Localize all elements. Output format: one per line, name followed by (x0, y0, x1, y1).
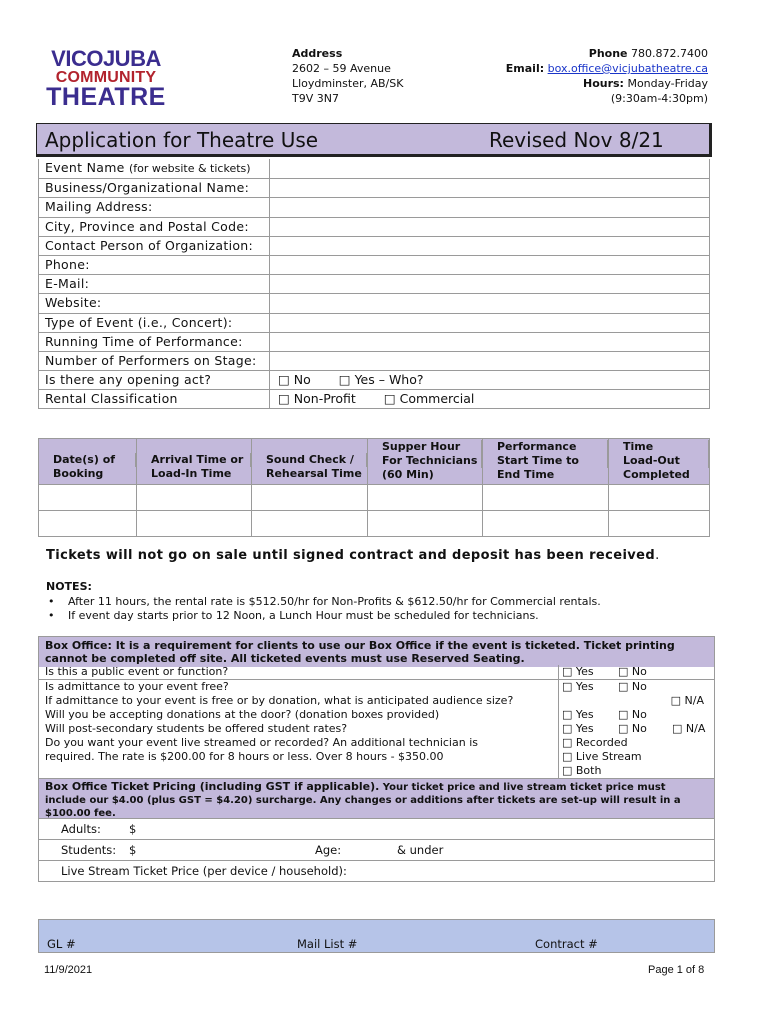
adults-row (39, 818, 714, 839)
box-office-header (39, 637, 714, 667)
email-field[interactable] (270, 275, 709, 293)
address-line-2: Lloydminster, AB/SK (292, 77, 404, 90)
notes-list (46, 595, 601, 624)
notes-heading: NOTES: (46, 580, 92, 593)
hours-time: (9:30am-4:30pm) (610, 92, 708, 105)
livestream-label: Live Stream Ticket Price (per device / household): (61, 864, 347, 878)
phone-label: Phone (588, 47, 628, 60)
col-supper-line3: (60 Min) (382, 468, 434, 481)
business-field[interactable] (270, 179, 709, 197)
pricing-text-1: Your ticket price and live stream ticket price must (379, 782, 666, 793)
form-row-contact (39, 236, 709, 255)
address-line-1: 2602 – 59 Avenue (292, 62, 391, 75)
donations-no-checkbox[interactable]: □ No (618, 708, 647, 721)
event-name-field[interactable] (270, 159, 709, 178)
question-student-rates: Will post-secondary students be offered student rates? (39, 722, 559, 736)
gl-label: GL # (47, 937, 76, 951)
revised-date: Revised Nov 8/21 (489, 128, 664, 152)
office-use-bar (38, 919, 715, 953)
question-audience-size: If admittance to your event is free or by donation, what is anticipated audience size? (39, 694, 559, 708)
livestream-row (39, 860, 714, 881)
hours-label: Hours: (582, 77, 624, 90)
col-date-line2: Booking (53, 467, 104, 480)
form-row-phone (39, 255, 709, 274)
col-loadout (609, 439, 709, 484)
booking-cell[interactable] (39, 511, 137, 536)
question-stream-line1: Do you want your event live streamed or recorded? An additional technician is (45, 736, 478, 749)
public-yes-checkbox[interactable]: □ Yes (562, 665, 594, 678)
adults-label: Adults: (61, 822, 101, 836)
theatre-logo (44, 48, 168, 110)
booking-cell[interactable] (483, 511, 609, 536)
box-office-header-line1: Box Office: It is a requirement for clients to use our Box Office if the event is ticketed. Ticket printing (45, 639, 675, 652)
question-row-students (39, 722, 714, 736)
website-field[interactable] (270, 294, 709, 312)
page-title: Application for Theatre Use (45, 128, 319, 152)
public-no-checkbox[interactable]: □ No (618, 665, 647, 678)
col-performance-line3: End Time (497, 468, 555, 481)
logo-line-2: COMMUNITY (55, 69, 157, 86)
logo-line-1: VICOJUBA (51, 46, 161, 71)
performers-field[interactable] (270, 352, 709, 370)
col-loadout-line1: Time (616, 440, 709, 454)
col-loadout-line3: Completed (623, 468, 690, 481)
website-label: Website: (39, 294, 270, 312)
booking-cell[interactable] (137, 511, 252, 536)
pricing-text-3: $100.00 fee. (45, 808, 116, 819)
booking-table (38, 438, 710, 537)
form-row-performers (39, 351, 709, 370)
booking-row (39, 484, 709, 510)
pricing-title: Box Office Ticket Pricing (including GST if applicable). (45, 780, 380, 793)
phone-field-label: Phone: (39, 256, 270, 274)
form-row-business (39, 178, 709, 197)
logo-line-3: THEATRE (46, 83, 166, 111)
running-time-label: Running Time of Performance: (39, 333, 270, 351)
age-label: Age: (315, 843, 342, 857)
booking-cell[interactable] (483, 485, 609, 510)
contract-label: Contract # (535, 937, 598, 951)
students-dollar[interactable]: $ (129, 843, 137, 857)
email-label: Email: (505, 62, 545, 75)
form-row-rental (39, 389, 709, 408)
free-no-checkbox[interactable]: □ No (618, 680, 647, 693)
form-row-running (39, 332, 709, 351)
form-row-mailing (39, 197, 709, 216)
question-row-public (39, 665, 714, 679)
question-row-donations (39, 708, 714, 722)
city-field[interactable] (270, 218, 709, 236)
booking-cell[interactable] (368, 511, 483, 536)
col-arrival-line1: Arrival Time or (144, 453, 251, 467)
booking-row (39, 510, 709, 536)
form-row-email (39, 274, 709, 293)
pricing-header (39, 778, 714, 818)
tickets-notice-text: Tickets will not go on sale until signed contract and deposit has been received (46, 548, 656, 563)
col-soundcheck (252, 439, 368, 484)
address-label: Address (292, 47, 343, 60)
booking-cell[interactable] (368, 485, 483, 510)
adults-dollar[interactable]: $ (129, 822, 137, 836)
live-stream-checkbox[interactable]: □ Live Stream (562, 750, 642, 763)
audience-na-checkbox[interactable]: □ N/A (670, 694, 704, 707)
performers-label: Number of Performers on Stage: (39, 352, 270, 370)
box-office-section (38, 636, 715, 882)
contact-person-field[interactable] (270, 237, 709, 255)
col-date-line1: Date(s) of (46, 453, 136, 467)
col-supper (368, 439, 483, 484)
col-soundcheck-line1: Sound Check / (259, 453, 367, 467)
rental-label: Rental Classification (39, 390, 270, 408)
booking-cell[interactable] (252, 485, 368, 510)
booking-cell[interactable] (137, 485, 252, 510)
running-time-field[interactable] (270, 333, 709, 351)
recorded-checkbox[interactable]: □ Recorded (562, 736, 628, 749)
email-field-label: E-Mail: (39, 275, 270, 293)
students-no-checkbox[interactable]: □ No (618, 722, 647, 735)
students-yes-checkbox[interactable]: □ Yes (562, 722, 594, 735)
application-form (38, 159, 710, 409)
question-free-admission: Is admittance to your event free? (39, 680, 559, 694)
col-arrival (137, 439, 252, 484)
free-yes-checkbox[interactable]: □ Yes (562, 680, 594, 693)
footer-date: 11/9/2021 (44, 964, 93, 976)
contact-block (506, 46, 708, 106)
opening-act-label: Is there any opening act? (39, 371, 270, 389)
students-na-checkbox[interactable]: □ N/A (672, 722, 706, 735)
note-item: • If event day starts prior to 12 Noon, a Lunch Hour must be scheduled for technicians. (46, 609, 601, 624)
col-supper-line2: For Technicians (375, 454, 482, 468)
hours-days: Monday-Friday (627, 77, 708, 90)
event-name-label: Event Name (45, 160, 125, 175)
phone-number: 780.872.7400 (631, 47, 708, 60)
question-row-audience (39, 694, 714, 708)
col-date (39, 439, 137, 484)
col-performance-line2: Start Time to (490, 454, 608, 468)
students-label: Students: (61, 843, 117, 857)
students-row (39, 839, 714, 860)
box-office-header-line2: cannot be completed off site. All ticketed events must use Reserved Seating. (45, 652, 525, 665)
phone-field[interactable] (270, 256, 709, 274)
booking-cell[interactable] (609, 511, 709, 536)
opening-yes-checkbox[interactable]: □ Yes – Who? (338, 372, 424, 388)
col-soundcheck-line2: Rehearsal Time (266, 467, 362, 480)
both-checkbox[interactable]: □ Both (562, 764, 602, 777)
commercial-checkbox[interactable]: □ Commercial (383, 391, 475, 407)
mailing-field[interactable] (270, 198, 709, 216)
booking-cell[interactable] (39, 485, 137, 510)
booking-header (39, 439, 709, 484)
note-item: • After 11 hours, the rental rate is $512.50/hr for Non-Profits & $612.50/hr for Commercial rentals. (46, 595, 601, 610)
form-row-city (39, 217, 709, 236)
notes-block (46, 580, 601, 624)
pricing-text-2: include our $4.00 (plus GST = $4.20) surcharge. Any changes or additions after tickets are set-up will result in a (45, 795, 681, 806)
non-profit-checkbox[interactable]: □ Non-Profit (278, 391, 356, 407)
email-link[interactable]: box.office@vicjubatheatre.ca (547, 62, 708, 75)
address-block (292, 46, 403, 106)
age-under-label: & under (397, 843, 444, 857)
tickets-notice-period: . (655, 548, 660, 563)
title-bar (36, 123, 712, 157)
form-row-type (39, 313, 709, 332)
form-row-opening (39, 370, 709, 389)
booking-cell[interactable] (252, 511, 368, 536)
event-name-note: (for website & tickets) (128, 162, 251, 175)
contact-person-label: Contact Person of Organization: (39, 237, 270, 255)
question-stream-line2: required. The rate is $200.00 for 8 hours or less. Over 8 hours - $350.00 (45, 750, 444, 763)
booking-cell[interactable] (609, 485, 709, 510)
col-loadout-line2: Load-Out (616, 454, 709, 468)
col-performance (483, 439, 609, 484)
form-row-event-name (39, 159, 709, 178)
question-public-event: Is this a public event or function? (39, 665, 559, 679)
col-arrival-line2: Load-In Time (151, 467, 232, 480)
footer-page-number: Page 1 of 8 (648, 964, 705, 976)
tickets-notice (46, 548, 660, 563)
business-label: Business/Organizational Name: (39, 179, 270, 197)
question-row-free (39, 679, 714, 694)
mailing-label: Mailing Address: (39, 198, 270, 216)
donations-yes-checkbox[interactable]: □ Yes (562, 708, 594, 721)
address-line-3: T9V 3N7 (292, 92, 339, 105)
form-row-website (39, 293, 709, 312)
opening-no-checkbox[interactable]: □ No (278, 372, 311, 388)
city-label: City, Province and Postal Code: (39, 218, 270, 236)
mail-list-label: Mail List # (297, 937, 358, 951)
question-donations: Will you be accepting donations at the door? (donation boxes provided) (39, 708, 559, 722)
col-supper-line1: Supper Hour (375, 440, 482, 454)
event-type-field[interactable] (270, 314, 709, 332)
col-performance-line1: Performance (490, 440, 608, 454)
event-type-label: Type of Event (i.e., Concert): (39, 314, 270, 332)
question-row-stream (39, 736, 714, 778)
